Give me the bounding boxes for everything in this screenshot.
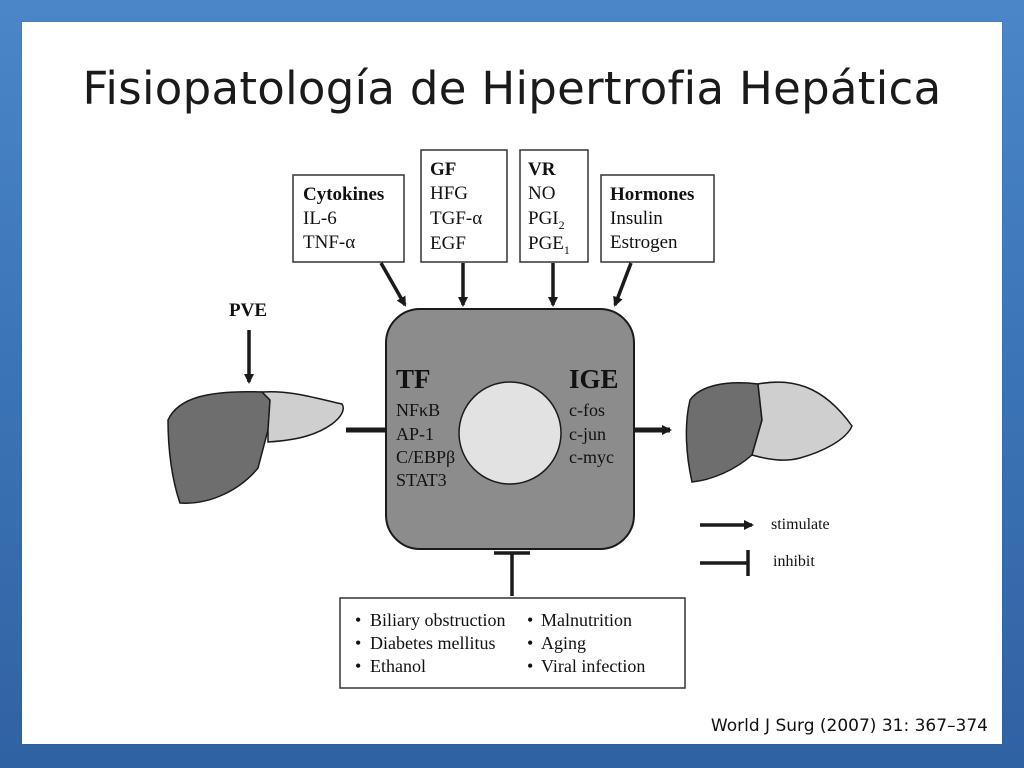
hormones-box bbox=[601, 175, 714, 262]
cytokines-title: Cytokines bbox=[303, 184, 385, 205]
legend-stimulate: stimulate bbox=[771, 516, 830, 533]
tf-item: STAT3 bbox=[396, 470, 447, 490]
nucleus-icon bbox=[459, 382, 561, 484]
tf-item: NFκB bbox=[396, 400, 441, 420]
gf-item: HFG bbox=[430, 183, 469, 204]
cytokines-arrow bbox=[381, 263, 405, 305]
tf-title: TF bbox=[396, 364, 431, 394]
inhibitor-bullet: • bbox=[355, 656, 362, 676]
hormones-item: Estrogen bbox=[610, 232, 678, 253]
tf-item: C/EBPβ bbox=[396, 447, 456, 467]
inhibitor-item: Ethanol bbox=[370, 656, 426, 676]
hepatocyte-cell bbox=[386, 309, 634, 549]
inhibitor-item: Malnutrition bbox=[541, 610, 632, 630]
gf-item: TGF-α bbox=[430, 208, 483, 229]
inhibitor-bullet: • bbox=[527, 656, 534, 676]
liver-after-icon bbox=[686, 382, 852, 482]
input-arrows bbox=[381, 263, 631, 305]
inhibitor-item: Diabetes mellitus bbox=[370, 633, 496, 653]
vr-item: $PGE_1$ bbox=[528, 233, 570, 257]
hormones-item: Insulin bbox=[610, 208, 663, 229]
ige-item: c-fos bbox=[569, 400, 605, 420]
legend bbox=[700, 516, 830, 576]
liver-before-icon bbox=[168, 392, 343, 503]
inhibitor-bullet: • bbox=[355, 610, 362, 630]
citation: World J Surg (2007) 31: 367–374 bbox=[710, 716, 988, 736]
cytokines-item: IL-6 bbox=[303, 208, 337, 229]
legend-inhibit: inhibit bbox=[773, 553, 815, 570]
slide-title: Fisiopatología de Hipertrofia Hepática bbox=[82, 62, 942, 115]
inhibitor-bullet: • bbox=[355, 633, 362, 653]
gf-title: GF bbox=[430, 159, 457, 180]
pve-label: PVE bbox=[229, 300, 267, 321]
ige-item: c-jun bbox=[569, 424, 606, 444]
gf-item: EGF bbox=[430, 233, 466, 254]
vr-box bbox=[520, 150, 588, 262]
inhibitor-item: Viral infection bbox=[541, 656, 646, 676]
cytokines-item: TNF-α bbox=[303, 232, 356, 253]
inhibitor-bullet: • bbox=[527, 610, 534, 630]
ige-item: c-myc bbox=[569, 447, 614, 467]
cytokines-box bbox=[293, 175, 404, 262]
inhibitor-bullet: • bbox=[527, 633, 534, 653]
hormones-arrow bbox=[615, 263, 631, 305]
inhibitors-box bbox=[340, 598, 685, 688]
gf-box bbox=[421, 150, 507, 262]
inhibitor-item: Biliary obstruction bbox=[370, 610, 506, 630]
vr-item: $PGI_2$ bbox=[528, 208, 565, 232]
inhibitor-item: Aging bbox=[541, 633, 586, 653]
tf-item: AP-1 bbox=[396, 424, 435, 444]
vr-title: VR bbox=[528, 159, 556, 180]
vr-item: NO bbox=[528, 183, 556, 204]
ige-title: IGE bbox=[569, 364, 619, 394]
hormones-title: Hormones bbox=[610, 184, 695, 205]
